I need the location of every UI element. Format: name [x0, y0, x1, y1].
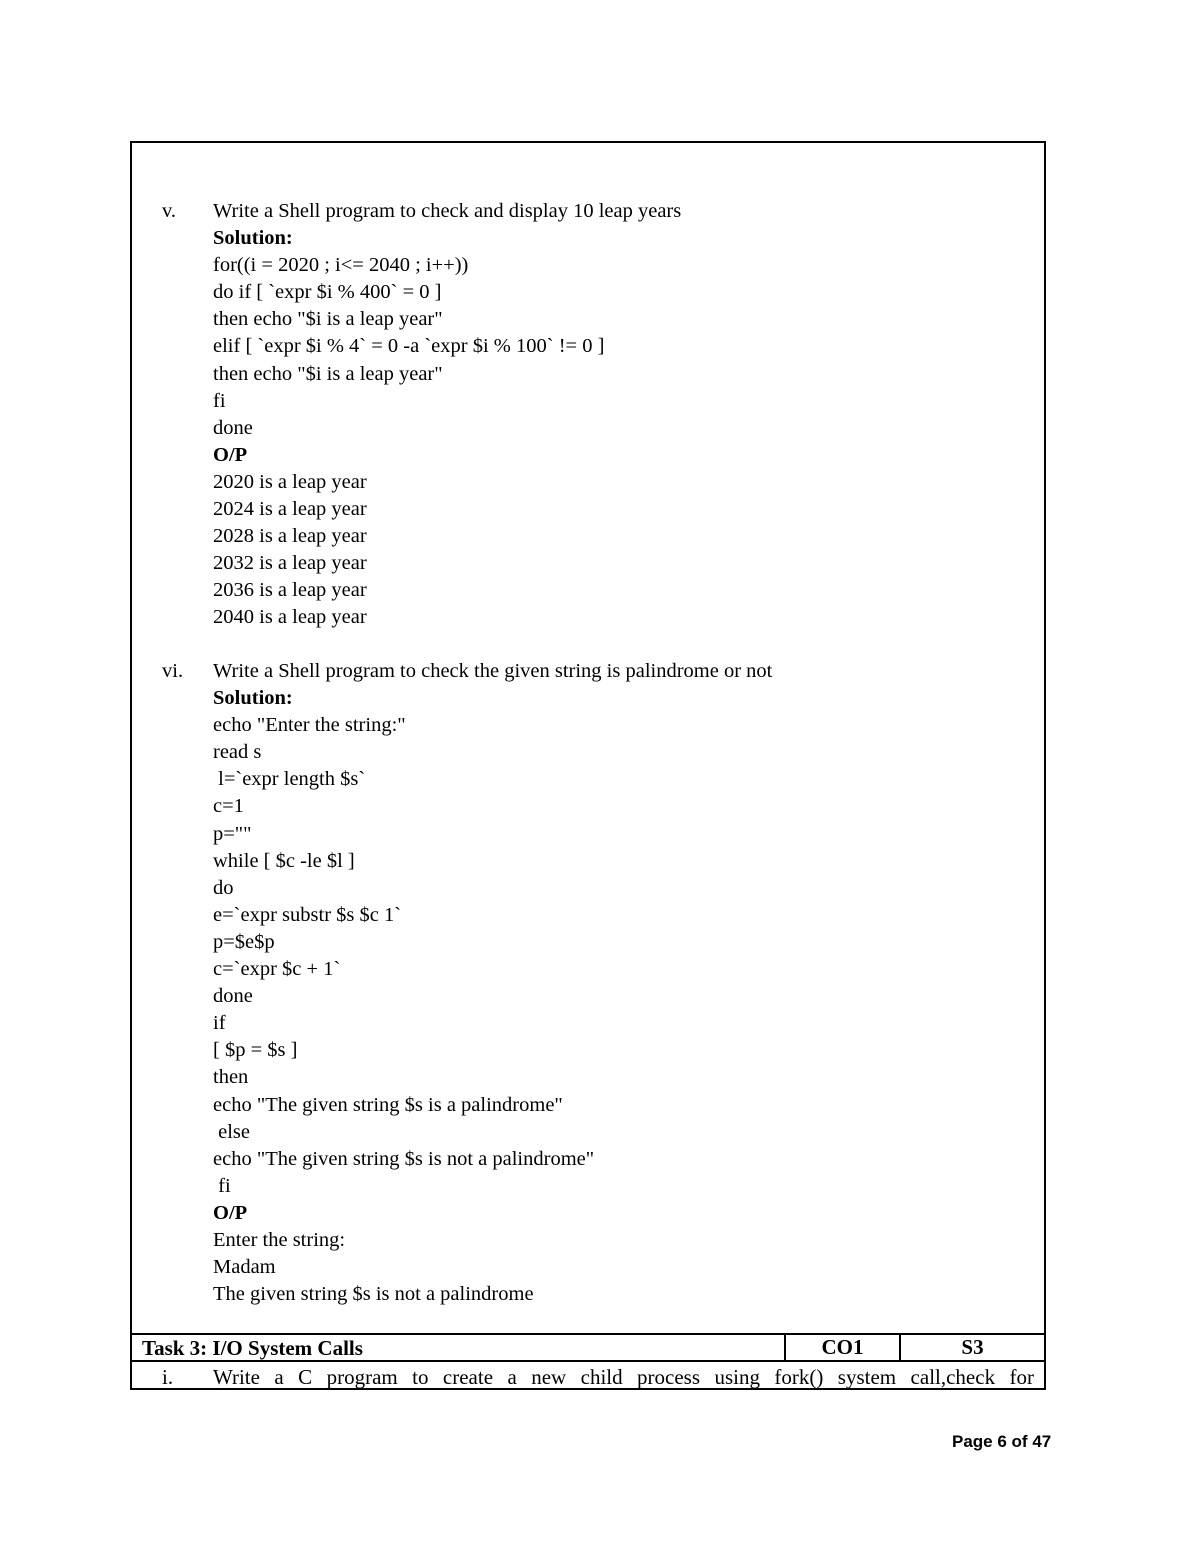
code-line: then echo "$i is a leap year" [213, 308, 443, 331]
code-line: fi [213, 389, 226, 412]
section-vi-output-label: O/P [213, 1201, 248, 1224]
code-line: p=$e$p [213, 930, 275, 953]
code-line: c=`expr $c + 1` [213, 958, 341, 981]
code-line: l=`expr length $s` [213, 768, 366, 791]
output-line: 2040 is a leap year [213, 606, 367, 629]
section-v-question: Write a Shell program to check and display 10 leap years [213, 200, 682, 222]
section-v-output-label: O/P [213, 443, 248, 466]
task-co-cell: CO1 [784, 1335, 901, 1360]
task-s-cell: S3 [961, 1335, 984, 1359]
code-line: do [213, 876, 234, 899]
page-total: 47 [1032, 1432, 1052, 1451]
code-line: fi [213, 1174, 231, 1197]
code-line: p="" [213, 822, 252, 845]
section-vi-number: vi. [162, 660, 184, 682]
output-line: 2028 is a leap year [213, 525, 367, 548]
code-line: then [213, 1066, 249, 1089]
page-prefix: Page [952, 1432, 998, 1451]
section-vi-question: Write a Shell program to check the given string is palindrome or not [213, 660, 773, 682]
code-line: done [213, 985, 253, 1008]
section-vi-lines [213, 658, 772, 1308]
content-cell [132, 143, 1044, 1335]
output-line: 2024 is a leap year [213, 498, 367, 521]
page-current: 6 [997, 1432, 1007, 1451]
output-line: 2020 is a leap year [213, 470, 367, 493]
code-line: do if [ `expr $i % 400` = 0 ] [213, 281, 442, 304]
code-line: [ $p = $s ] [213, 1039, 298, 1062]
code-line: if [213, 1012, 226, 1035]
code-line: else [213, 1120, 250, 1143]
code-line: elif [ `expr $i % 4` = 0 -a `expr $i % 100` != 0 ] [213, 335, 605, 358]
next-item-number: i. [162, 1365, 174, 1389]
code-line: then echo "$i is a leap year" [213, 362, 443, 385]
output-line: Enter the string: [213, 1228, 346, 1251]
code-line: for((i = 2020 ; i<= 2040 ; i++)) [213, 254, 469, 277]
code-line: echo "Enter the string:" [213, 714, 406, 737]
page-number [952, 1432, 1051, 1452]
section-v-number: v. [162, 200, 177, 222]
output-line: 2036 is a leap year [213, 579, 367, 602]
section-v-solution-label: Solution: [213, 227, 293, 250]
code-line: c=1 [213, 795, 244, 818]
code-line: e=`expr substr $s $c 1` [213, 903, 402, 926]
output-line: Madam [213, 1256, 276, 1279]
task-header-row [132, 1335, 1044, 1362]
next-item-text: Write a C program to create a new child process using fork() system call,check for [213, 1365, 1034, 1389]
code-line: while [ $c -le $l ] [213, 849, 355, 872]
next-item-row [132, 1364, 1044, 1390]
code-line: echo "The given string $s is not a palindrome" [213, 1147, 595, 1170]
task-title: Task 3: I/O System Calls [142, 1336, 363, 1360]
page-mid: of [1006, 1432, 1033, 1451]
output-line: The given string $s is not a palindrome [213, 1283, 534, 1306]
document-frame [130, 141, 1046, 1390]
section-v-lines [213, 198, 681, 632]
section-vi-solution-label: Solution: [213, 687, 293, 710]
code-line: echo "The given string $s is a palindrome" [213, 1093, 563, 1116]
code-line: read s [213, 741, 262, 764]
code-line: done [213, 416, 253, 439]
output-line: 2032 is a leap year [213, 552, 367, 575]
